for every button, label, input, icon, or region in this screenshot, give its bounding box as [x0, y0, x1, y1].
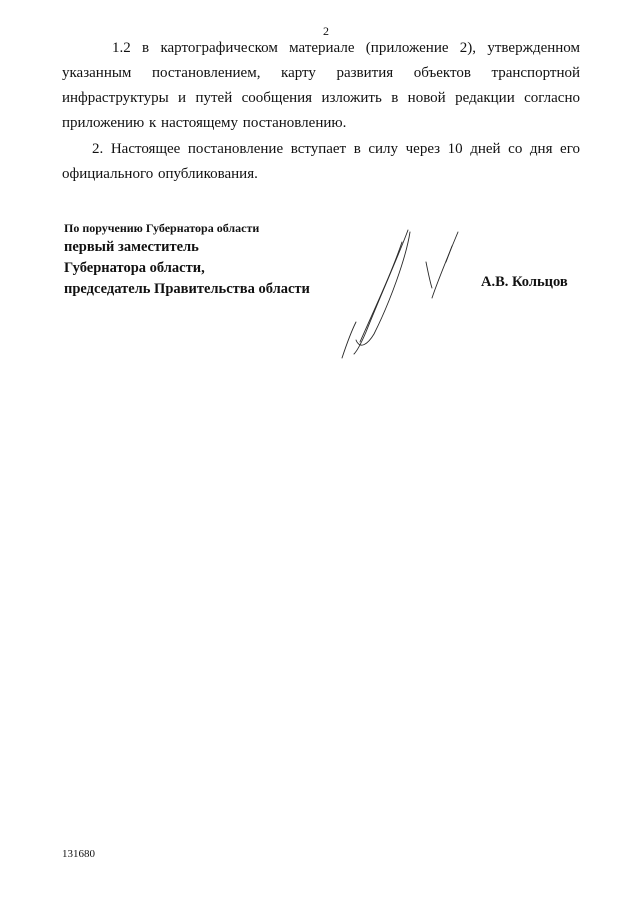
- signature-stroke-6: [446, 246, 452, 262]
- signature-instruction: По поручению Губернатора области: [64, 221, 260, 235]
- signature-stroke-7: [426, 262, 432, 288]
- signer-name: А.В. Кольцов: [481, 274, 568, 290]
- body-paragraph-1: 1.2 в картографическом материале (приложение 2), утвержденном указанным постановлением, карту развития объектов транспортной инфраструктуры и путей сообщения изложить в новой редакции согласно приложению к настоящему постановлению.: [62, 40, 580, 131]
- signature-block: [64, 219, 310, 300]
- signature-stroke-2: [356, 232, 410, 345]
- handwritten-signature: [330, 222, 470, 362]
- signature-stroke-4: [342, 322, 356, 358]
- signature-stroke-5: [432, 232, 458, 298]
- document-code: 131680: [62, 848, 95, 860]
- signer-position-line-3: председатель Правительства области: [64, 281, 310, 297]
- page-number: 2: [323, 24, 329, 38]
- body-paragraph-2: 2. Настоящее постановление вступает в силу через 10 дней со дня его официального опубликования.: [62, 141, 580, 182]
- signer-position-line-2: Губернатора области,: [64, 260, 205, 276]
- signature-stroke-3: [360, 242, 402, 342]
- signer-position-line-1: первый заместитель: [64, 239, 199, 255]
